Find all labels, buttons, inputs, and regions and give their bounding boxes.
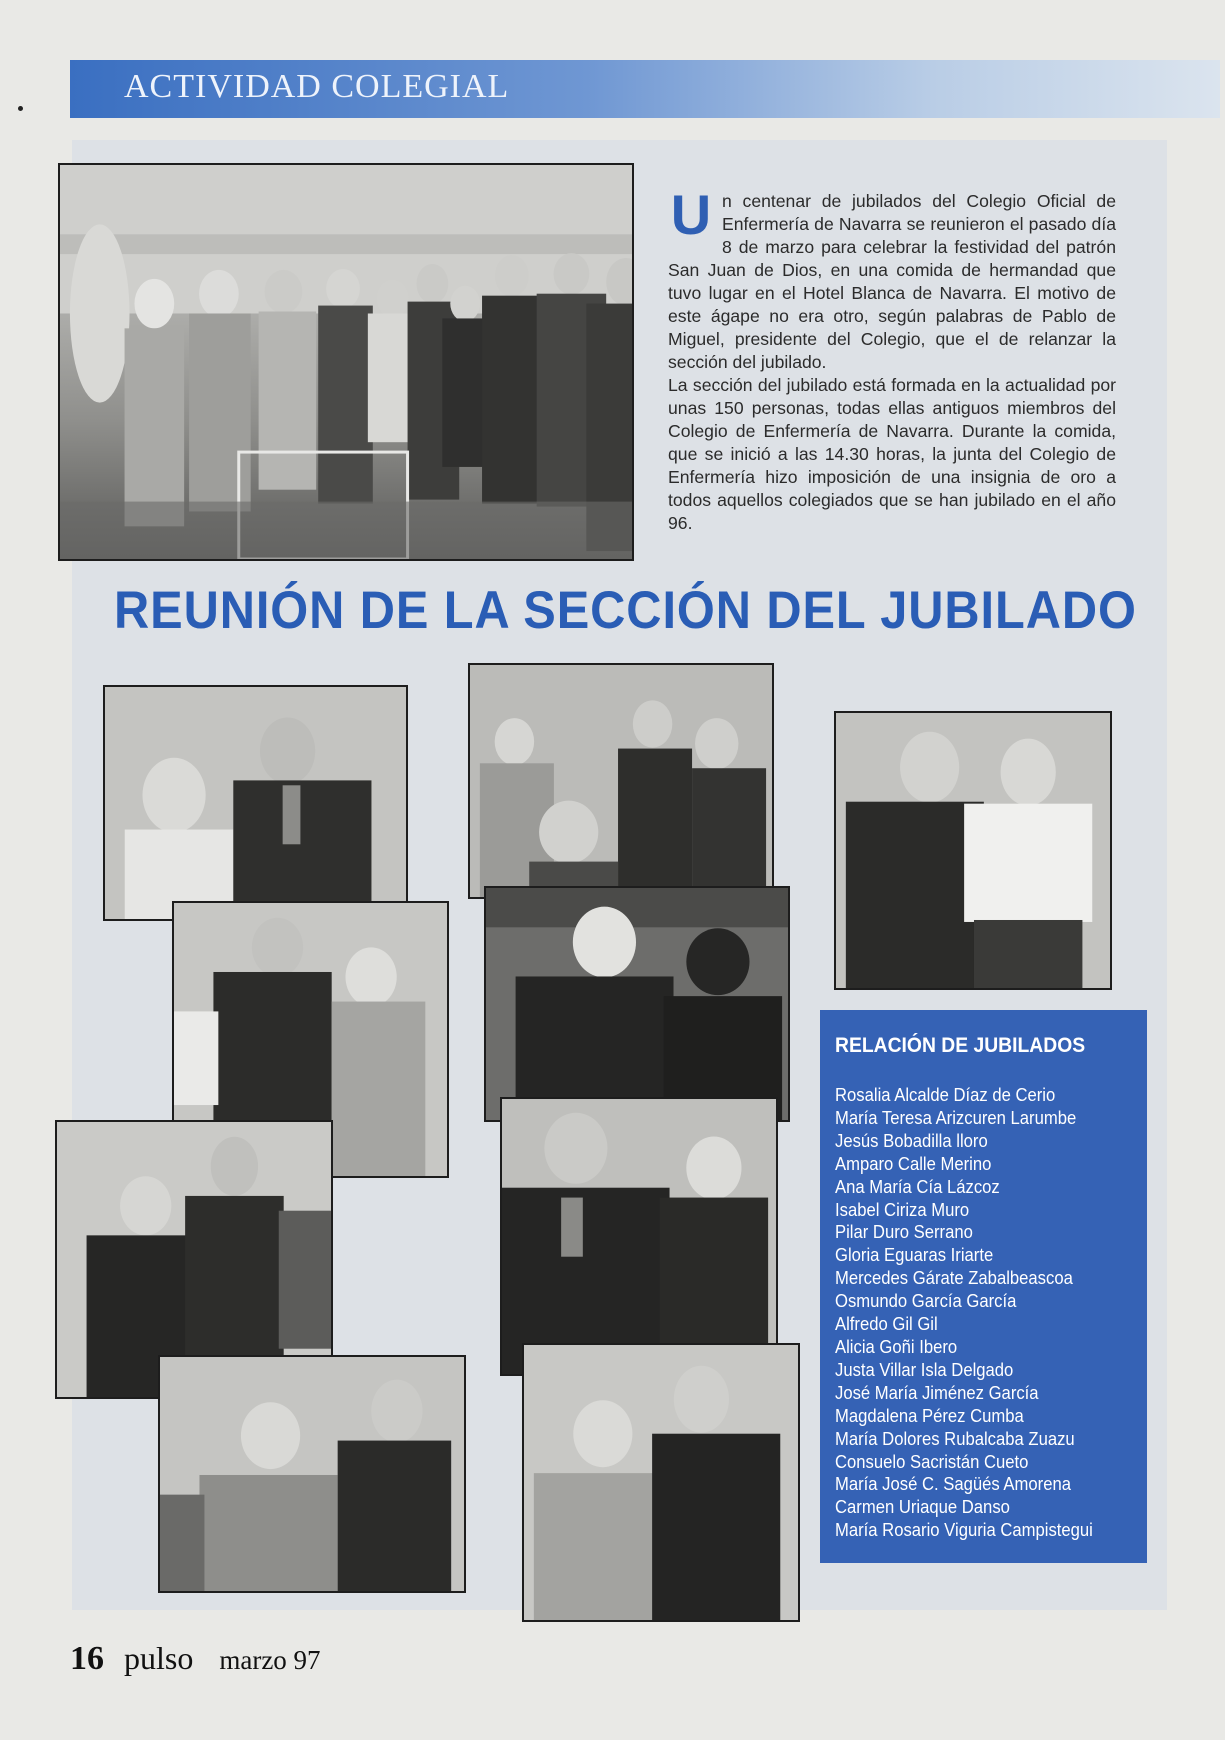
section-banner: [70, 60, 1220, 118]
intro-paragraph-1: [668, 183, 1116, 374]
photo-pin-3: [834, 711, 1112, 990]
retiree-name: Amparo Calle Merino: [835, 1152, 992, 1174]
article-headline: REUNIÓN DE LA SECCIÓN DEL JUBILADO: [114, 581, 1137, 640]
intro-paragraph-2: La sección del jubilado está formada en la actualidad por unas 150 personas, todas ellas antiguos miembros del Colegio de Enfermería de Navarra. Durante la comida, que se inició a las 14.30 horas, la junta del Colegio de Enfermería hizo imposición de una insignia de oro a todos aquellos colegiados que se han jubilado en el año 96.: [668, 375, 1116, 533]
retiree-name: Osmundo García García: [835, 1290, 1017, 1312]
retiree-name: Gloria Eguaras Iriarte: [835, 1244, 994, 1266]
photo-pin-8: [158, 1355, 466, 1593]
retiree-name: Ana María Cía Lázcoz: [835, 1175, 1000, 1197]
retirees-list-box: [820, 1010, 1147, 1563]
photo-pin-2: [468, 663, 774, 899]
page-footer: [70, 1640, 321, 1678]
retiree-name: Magdalena Pérez Cumba: [835, 1404, 1024, 1426]
group-photo: [58, 163, 634, 561]
section-label: ACTIVIDAD COLEGIAL: [124, 68, 510, 105]
intro-paragraph-1-text: n centenar de jubilados del Colegio Oficial de Enfermería de Navarra se reunieron el pasado día 8 de marzo para celebrar la festividad del patrón San Juan de Dios, en una comida de hermandad que tuvo lugar en el Hotel Blanca de Navarra. El motivo de este ágape no era otro, según palabras de Pablo de Miguel, presidente del Colegio, que el de relanzar la sección del jubilado.: [668, 191, 1116, 372]
margin-mark: [18, 106, 23, 111]
retiree-name: María José C. Sagüés Amorena: [835, 1473, 1071, 1495]
photo-pin-5: [484, 886, 790, 1122]
retiree-name: Alfredo Gil Gil: [835, 1313, 938, 1335]
retiree-name: Jesús Bobadilla lloro: [835, 1129, 988, 1151]
retiree-name: Carmen Uriaque Danso: [835, 1496, 1010, 1518]
retiree-name: Mercedes Gárate Zabalbeascoa: [835, 1267, 1073, 1289]
retirees-list-title: RELACIÓN DE JUBILADOS: [835, 1034, 1086, 1057]
retiree-name: Alicia Goñi Ibero: [835, 1335, 958, 1357]
retiree-name: José María Jiménez García: [835, 1381, 1039, 1403]
drop-cap: U: [670, 183, 712, 246]
intro-text: [668, 183, 1116, 535]
photo-pin-1: [103, 685, 408, 921]
retiree-name: Justa Villar Isla Delgado: [835, 1358, 1014, 1380]
retiree-name: Rosalia Alcalde Díaz de Cerio: [835, 1084, 1056, 1105]
retiree-name: María Rosario Viguria Campistegui: [835, 1519, 1093, 1541]
retiree-name: Consuelo Sacristán Cueto: [835, 1450, 1029, 1472]
photo-pin-7: [500, 1097, 778, 1376]
publication-name: pulso: [124, 1640, 194, 1676]
photo-pin-9: [522, 1343, 800, 1622]
issue-date: marzo 97: [219, 1645, 321, 1675]
retiree-name: Isabel Ciriza Muro: [835, 1198, 970, 1220]
retiree-name: María Dolores Rubalcaba Zuazu: [835, 1427, 1075, 1449]
page-number: 16: [70, 1640, 104, 1677]
retirees-list: [835, 1084, 1147, 1542]
retiree-name: María Teresa Arizcuren Larumbe: [835, 1106, 1077, 1128]
retiree-name: Pilar Duro Serrano: [835, 1221, 973, 1243]
